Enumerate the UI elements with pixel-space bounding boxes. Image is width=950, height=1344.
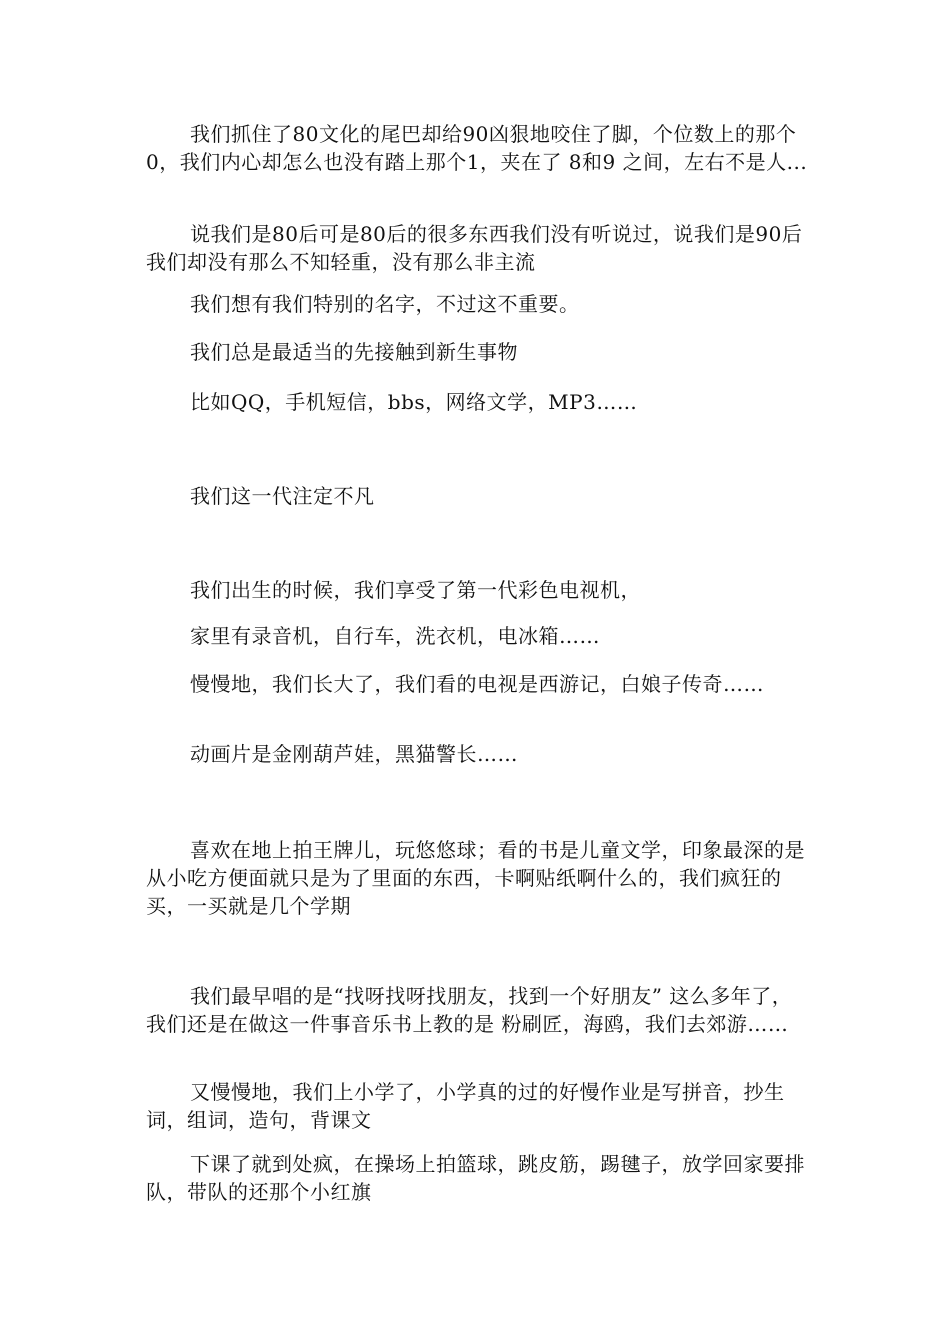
paragraph-11: 喜欢在地上拍王牌儿，玩悠悠球；看的书是儿童文学，印象最深的是从小吃方便面就只是为了里面的东西，卡啊贴纸啊什么的，我们疯狂的买，一买就是几个学期 [146, 838, 805, 918]
paragraph-1: 我们抓住了80文化的尾巴却给90凶狠地咬住了脚，个位数上的那个0，我们内心却怎么也没有踏上那个1，夹在了 8和9 之间，左右不是人... [146, 122, 808, 174]
paragraph-14: 下课了就到处疯，在操场上拍篮球，跳皮筋，踢毽子，放学回家要排队，带队的还那个小红旗 [146, 1152, 805, 1204]
paragraph-10: 动画片是金刚葫芦娃，黑猫警长…… [190, 742, 518, 766]
paragraph-4: 我们总是最适当的先接触到新生事物 [190, 340, 518, 364]
paragraph-3: 我们想有我们特别的名字，不过这不重要。 [190, 292, 580, 316]
paragraph-2: 说我们是80后可是80后的很多东西我们没有听说过，说我们是90后我们却没有那么不知轻重，没有那么非主流 [146, 222, 803, 274]
paragraph-8: 家里有录音机，自行车，洗衣机，电冰箱…… [190, 624, 600, 648]
paragraph-6: 我们这一代注定不凡 [190, 484, 375, 508]
document-page [146, 0, 810, 1344]
paragraph-5: 比如QQ，手机短信，bbs，网络文学，MP3…… [190, 390, 638, 414]
paragraph-12: 我们最早唱的是“找呀找呀找朋友，找到一个好朋友” 这么多年了，我们还是在做这一件事音乐书上教的是 粉刷匠，海鸥，我们去郊游…… [146, 984, 793, 1036]
paragraph-7: 我们出生的时候，我们享受了第一代彩色电视机， [190, 578, 641, 602]
paragraph-13: 又慢慢地，我们上小学了，小学真的过的好慢作业是写拼音，抄生词，组词，造句，背课文 [146, 1080, 785, 1132]
paragraph-9: 慢慢地，我们长大了，我们看的电视是西游记，白娘子传奇…… [190, 672, 764, 696]
